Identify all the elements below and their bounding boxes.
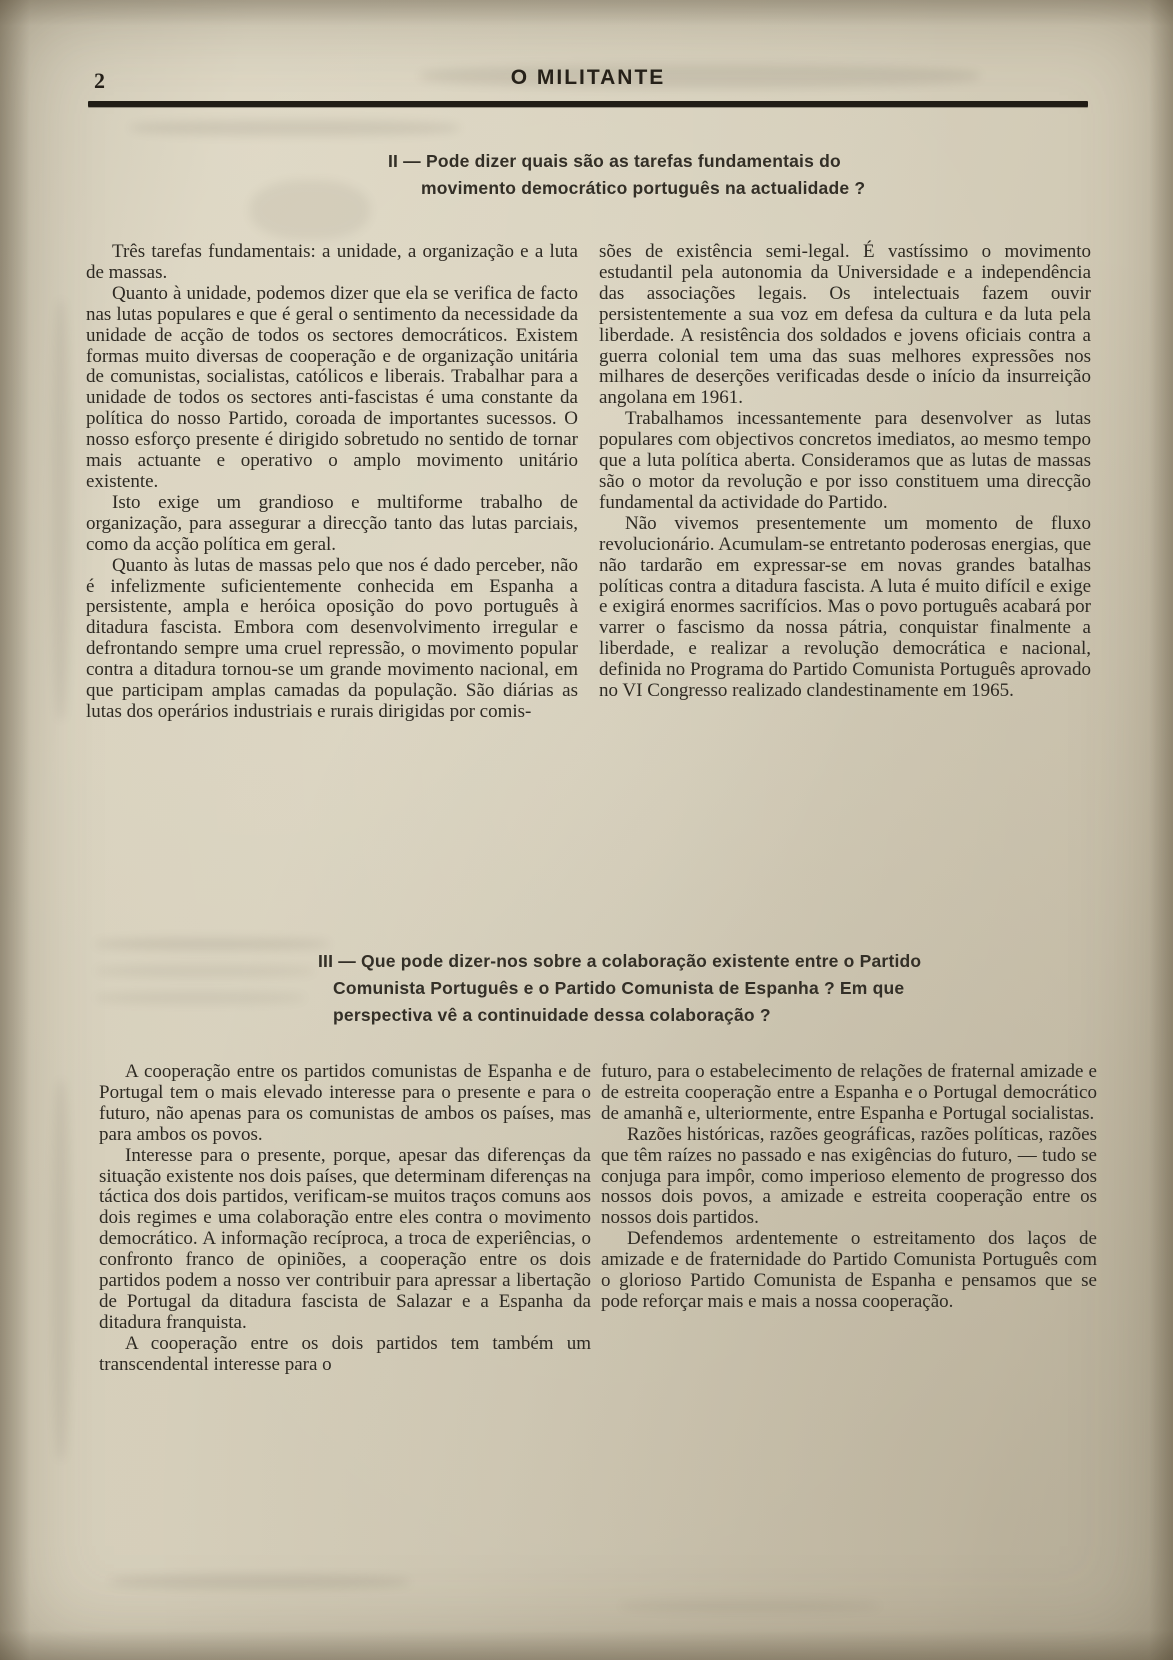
header-rule xyxy=(88,101,1088,107)
paragraph: Trabalhamos incessantemente para desenvolver as lutas populares com objectivos concretos imediatos, ao mesmo tempo que a luta política aberta. Consideramos que as lutas de massas são o motor da revolução e por isso constituem uma direcção fundamental da actividade do Partido. xyxy=(599,408,1091,513)
scan-edge-shadow xyxy=(1149,0,1173,1660)
paragraph: Razões históricas, razões geográficas, razões políticas, razões que têm raízes no passado e nas exigências do futuro, — tudo se conjuga para impôr, como imperioso elemento de progresso dos nossos dois povos, a amizade e estreita cooperação entre os nossos dois partidos. xyxy=(601,1123,1097,1229)
paragraph: A cooperação entre os partidos comunistas de Espanha e de Portugal tem o mais elevado interesse para o presente e para o futuro, não apenas para os comunistas de ambos os países, mas para ambos os povos. xyxy=(99,1061,591,1145)
bleed-through-smudge xyxy=(620,1600,880,1612)
question-3-heading xyxy=(318,948,921,1029)
bleed-through-smudge xyxy=(95,992,305,1004)
masthead-title: O MILITANTE xyxy=(510,66,666,89)
scan-edge-shadow xyxy=(0,0,30,1660)
question-heading-line: III — Que pode dizer-nos sobre a colaboração existente entre o Partido xyxy=(318,951,922,971)
paragraph: Quanto à unidade, podemos dizer que ela se verifica de facto nas lutas populares e que é geral o sentimento da necessidade da unidade de acção de todos os sectores democráticos. Existem formas muito diversas de cooperação e de organização unitária de comunistas, socialistas, católicos e liberais. Trabalhar para a unidade de todos os sectores anti-fascistas é uma constante da política do nosso Partido, coroada de importantes sucessos. O nosso esforço presente é dirigido sobretudo no sentido de tornar mais actuante e operativo o amplo movimento unitário existente. xyxy=(86,282,578,492)
paper-stain xyxy=(250,180,370,240)
question-3-left-column xyxy=(99,1062,591,1376)
bleed-through-smudge xyxy=(110,1575,410,1589)
paragraph: Interesse para o presente, porque, apesar das diferenças da situação existente nos dois países, que determinam diferenças na táctica dos dois partidos, verificam-se muitos traços comuns aos dois regimes e uma colaboração entre eles contra o movimento democrático. A informação recíproca, a troca de experiências, o confronto franco de opiniões, a cooperação entre os dois partidos podem a nosso ver contribuir para apressar a libertação de Portugal da ditadura fascista de Salazar e a Espanha da ditadura franquista. xyxy=(99,1144,591,1333)
paragraph: Isto exige um grandioso e multiforme trabalho de organização, para assegurar a direcção tanto das lutas parciais, como da acção política em geral. xyxy=(86,491,578,555)
paragraph: Quanto às lutas de massas pelo que nos é dado perceber, não é infelizmente suficientemente conhecida em Espanha a persistente, ampla e heróica oposição do povo português à ditadura fascista. Embora com desenvolvimento irregular e defrontando sempre uma cruel repressão, o movimento popular contra a ditadura tornou-se um grande movimento nacional, em que participam amplas camadas da população. São diárias as lutas dos operários industriais e rurais dirigidas por comis- xyxy=(86,554,578,722)
question-heading-line: II — Pode dizer quais são as tarefas fundamentais do xyxy=(388,151,841,171)
paragraph-continuation: sões de existência semi-legal. É vastíssimo o movimento estudantil pela autonomia da Universidade e a independência das associações legais. Os intelectuais fazem ouvir persistentemente a sua voz em defesa da cultura e da luta pela liberdade. A resistência dos soldados e jovens oficiais contra a guerra colonial tem uma das suas melhores expressões nos milhares de deserções verificadas desde o início da insurreição angolana em 1961. xyxy=(599,241,1091,409)
page-number: 2 xyxy=(94,68,105,93)
question-heading-line: movimento democrático português na actualidade ? xyxy=(421,178,866,198)
question-2-left-column xyxy=(86,242,578,723)
margin-ghost-text xyxy=(52,1080,70,1460)
scan-edge-shadow xyxy=(0,0,1173,26)
margin-ghost-text xyxy=(52,300,70,720)
scan-edge-shadow xyxy=(0,1630,1173,1660)
question-heading-line: Comunista Português e o Partido Comunista de Espanha ? Em que xyxy=(333,978,905,998)
question-heading-line: perspectiva vê a continuidade dessa colaboração ? xyxy=(333,1005,771,1025)
question-2-right-column xyxy=(599,242,1091,702)
page-header xyxy=(88,66,1088,98)
paragraph: A cooperação entre os dois partidos tem também um transcendental interesse para o xyxy=(99,1332,591,1375)
bleed-through-smudge xyxy=(130,120,460,136)
question-3-right-column xyxy=(601,1062,1097,1313)
bleed-through-smudge xyxy=(95,965,315,977)
question-2-heading xyxy=(388,148,865,202)
paragraph-continuation: futuro, para o estabelecimento de relações de fraternal amizade e de estreita cooperação entre a Espanha e o Portugal democrático de amanhã e, ulteriormente, entre Espanha e Portugal socialistas. xyxy=(601,1061,1097,1124)
paragraph: Defendemos ardentemente o estreitamento dos laços de amizade e de fraternidade do Partido Comunista Português com o glorioso Partido Comunista de Espanha e pensamos que se pode reforçar mais e mais a nossa cooperação. xyxy=(601,1228,1097,1312)
paragraph: Não vivemos presentemente um momento de fluxo revolucionário. Acumulam-se entretanto poderosas energias, que não tardarão em expressar-se em novas grandes batalhas políticas contra a ditadura fascista. A luta é muito difícil e exige e exigirá enormes sacrifícios. Mas o povo português acabará por varrer o fascismo da nossa pátria, conquistar finalmente a liberdade, e realizar a revolução democrática e nacional, definida no Programa do Partido Comunista Português aprovado no VI Congresso realizado clandestinamente em 1965. xyxy=(599,512,1091,702)
bleed-through-smudge xyxy=(95,938,330,950)
paragraph: Três tarefas fundamentais: a unidade, a organização e a luta de massas. xyxy=(86,241,578,283)
